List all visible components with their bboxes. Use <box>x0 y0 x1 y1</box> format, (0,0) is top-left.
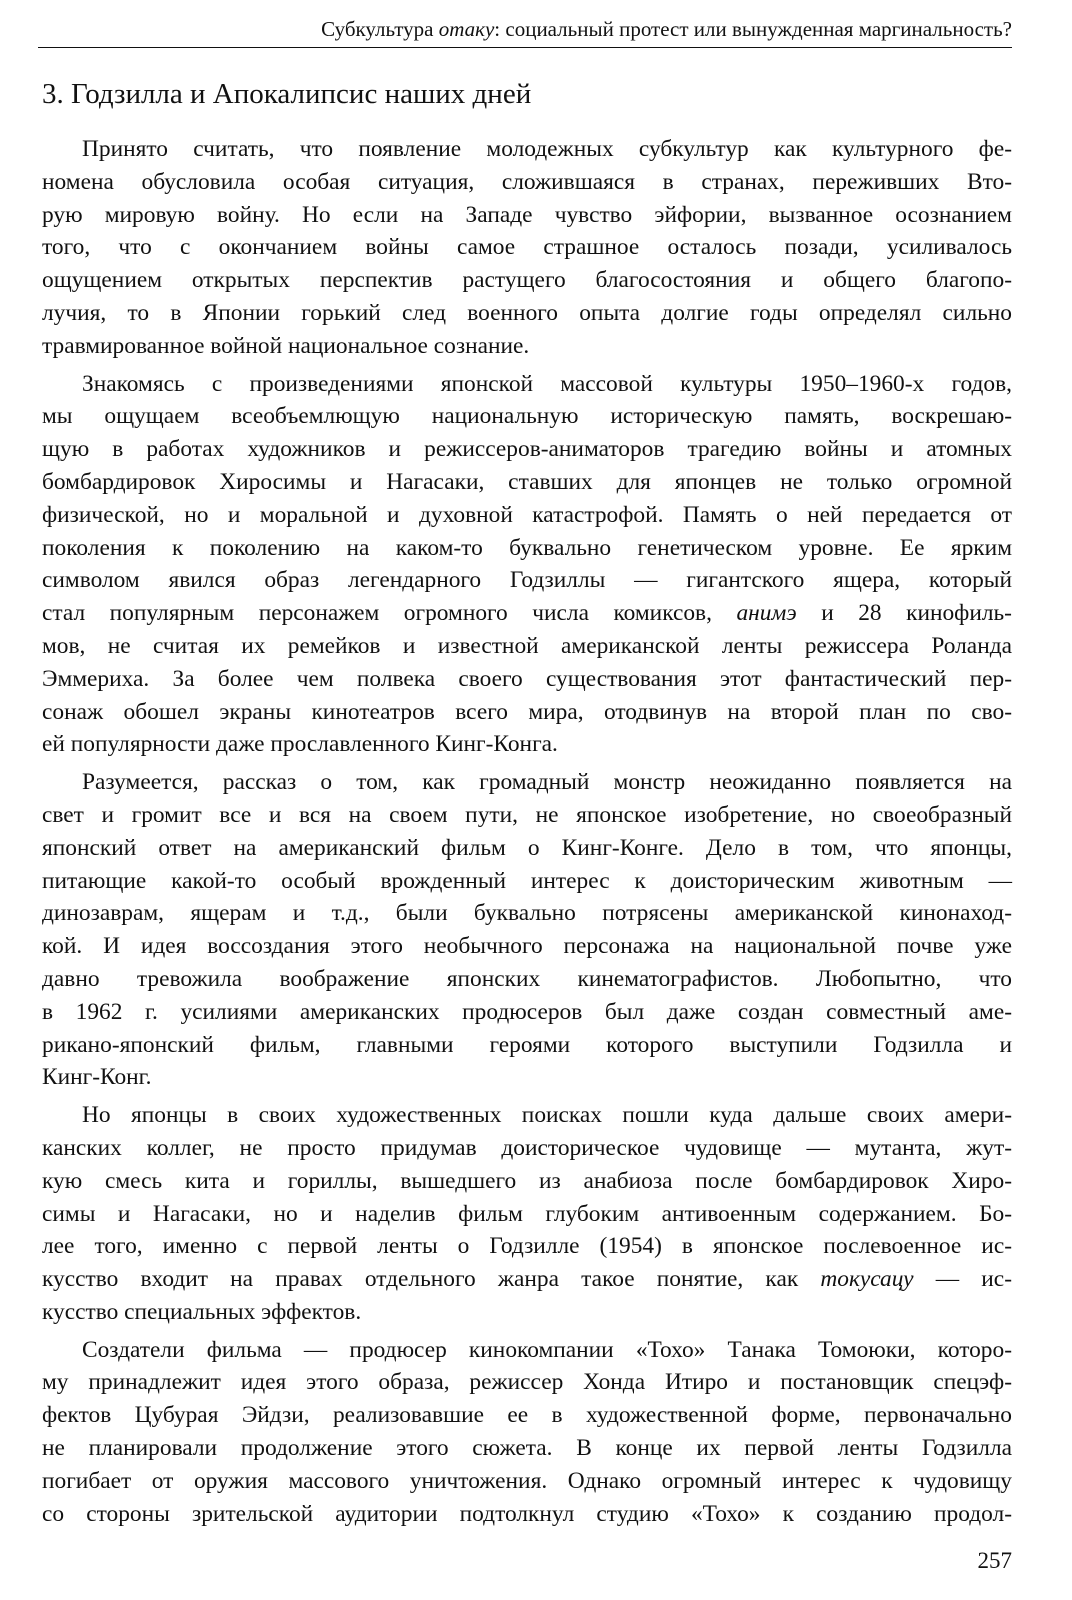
paragraph-1-line-5: ощущением открытых перспектив растущего благосостояния и общего благопо- <box>42 267 1012 294</box>
paragraph-5-line-3: фектов Цубурая Эйдзи, реализовавшие ее в художественной форме, первоначально <box>42 1402 1012 1429</box>
paragraph-3-line-2: свет и громит все и вся на своем пути, не японское изобретение, но своеобразный <box>42 801 1012 828</box>
section-title: 3. Годзилла и Апокалипсис наших дней <box>42 78 532 110</box>
paragraph-1-line-3: рую мировую войну. Но если на Западе чувство эйфории, вызванное осознанием <box>42 201 1012 228</box>
paragraph-5-line-5: погибает от оружия массового уничтожения. Однако огромный интерес к чудовищу <box>42 1467 1012 1494</box>
paragraph-4-line-1: Но японцы в своих художественных поисках пошли куда дальше своих амери- <box>82 1102 1012 1129</box>
paragraph-1-line-6: лучия, то в Японии горький след военного опыта долгие годы определял сильно <box>42 299 1012 326</box>
paragraph-4-line-4: симы и Нагасаки, но и наделив фильм глубоким антивоенным содержанием. Бо- <box>42 1200 1012 1227</box>
body-text <box>42 133 1012 1530</box>
paragraph-2-line-4: бомбардировок Хиросимы и Нагасаки, ставших для японцев не только огромной <box>42 468 1012 495</box>
paragraph-2-line-12: ей популярности даже прославленного Кинг-Конга. <box>42 731 558 758</box>
paragraph-4-line-6: кусство входит на правах отдельного жанра такое понятие, как токусацу — ис- <box>42 1266 1012 1293</box>
paragraph-2-line-5: физической, но и моральной и духовной катастрофой. Память о ней передается от <box>42 501 1012 528</box>
running-header: Субкультура отаку: социальный протест или вынужденная маргинальность? <box>321 17 1012 41</box>
paragraph-5-line-4: не планировали продолжение этого сюжета. В конце их первой ленты Годзилла <box>42 1435 1012 1462</box>
header-rule <box>38 47 1012 48</box>
italic-term-anime: анимэ <box>736 600 797 627</box>
paragraph-4-line-3: кую смесь кита и гориллы, вышедшего из анабиоза после бомбардировок Хиро- <box>42 1167 1012 1194</box>
paragraph-1-line-7: травмированное войной национальное сознание. <box>42 332 530 359</box>
paragraph-4-line-2: канских коллег, не просто придумав доисторическое чудовище — мутанта, жут- <box>42 1134 1012 1161</box>
paragraph-2-line-6: поколения к поколению на каком-то буквально генетическом уровне. Ее ярким <box>42 534 1012 561</box>
paragraph-1-line-1: Принято считать, что появление молодежных субкультур как культурного фе- <box>82 136 1012 162</box>
paragraph-3-line-6: кой. И идея воссоздания этого необычного персонажа на национальной почве уже <box>42 933 1012 960</box>
paragraph-4-line-7: кусство специальных эффектов. <box>42 1298 362 1325</box>
paragraph-3-line-10: Кинг-Конг. <box>42 1064 152 1091</box>
paragraph-2-line-9: мов, не считая их ремейков и известной американской ленты режиссера Роланда <box>42 632 1012 659</box>
paragraph-3-line-5: динозаврам, ящерам и т.д., были буквально потрясены американской кинонаход- <box>42 900 1012 927</box>
paragraph-2-line-11: сонаж обошел экраны кинотеатров всего мира, отодвинув на второй план по сво- <box>42 698 1012 725</box>
paragraph-3-line-9: рикано-японский фильм, главными героями которого выступили Годзилла и <box>42 1031 1012 1058</box>
paragraph-2-line-8: стал популярным персонажем огромного числа комиксов, анимэ и 28 кинофиль- <box>42 600 1012 627</box>
paragraph-2-line-1: Знакомясь с произведениями японской массовой культуры 1950–1960-х годов, <box>82 370 1012 397</box>
paragraph-2-line-3: щую в работах художников и режиссеров-аниматоров трагедию войны и атомных <box>42 436 1012 463</box>
paragraph-2-line-10: Эммериха. За более чем полвека своего существования этот фантастический пер- <box>42 665 1012 692</box>
page-number: 257 <box>977 1548 1012 1573</box>
paragraph-3-line-4: питающие какой-то особый врожденный интерес к доисторическим животным — <box>42 867 1012 894</box>
italic-term-tokusatsu: токусацу <box>820 1266 914 1293</box>
paragraph-2-line-2: мы ощущаем всеобъемлющую национальную историческую память, воскрешаю- <box>42 403 1012 430</box>
header-italic-term: отаку <box>438 17 495 41</box>
paragraph-3-line-7: давно тревожила воображение японских кинематографистов. Любопытно, что <box>42 965 1012 992</box>
paragraph-1-line-2: номена обусловила особая ситуация, сложившаяся в странах, переживших Вто- <box>42 168 1012 195</box>
paragraph-1-line-4: того, что с окончанием войны самое страшное осталось позади, усиливалось <box>42 234 1012 261</box>
paragraph-3-line-8: в 1962 г. усилиями американских продюсеров был даже создан совместный аме- <box>42 998 1012 1025</box>
paragraph-5-line-6: со стороны зрительской аудитории подтолкнул студию «Тохо» к созданию продол- <box>42 1500 1012 1527</box>
paragraph-2-line-7: символом явился образ легендарного Годзиллы — гигантского ящера, который <box>42 567 1012 594</box>
paragraph-3-line-3: японский ответ на американский фильм о Кинг-Конге. Дело в том, что японцы, <box>42 834 1012 861</box>
paragraph-5-line-1: Создатели фильма — продюсер кинокомпании «Тохо» Танака Томоюки, которо- <box>82 1336 1012 1363</box>
paragraph-5-line-2: му принадлежит идея этого образа, режиссер Хонда Итиро и постановщик спецэф- <box>42 1369 1012 1396</box>
paragraph-4-line-5: лее того, именно с первой ленты о Годзилле (1954) в японское послевоенное ис- <box>42 1233 1012 1260</box>
paragraph-3-line-1: Разумеется, рассказ о том, как громадный монстр неожиданно появляется на <box>82 769 1012 796</box>
